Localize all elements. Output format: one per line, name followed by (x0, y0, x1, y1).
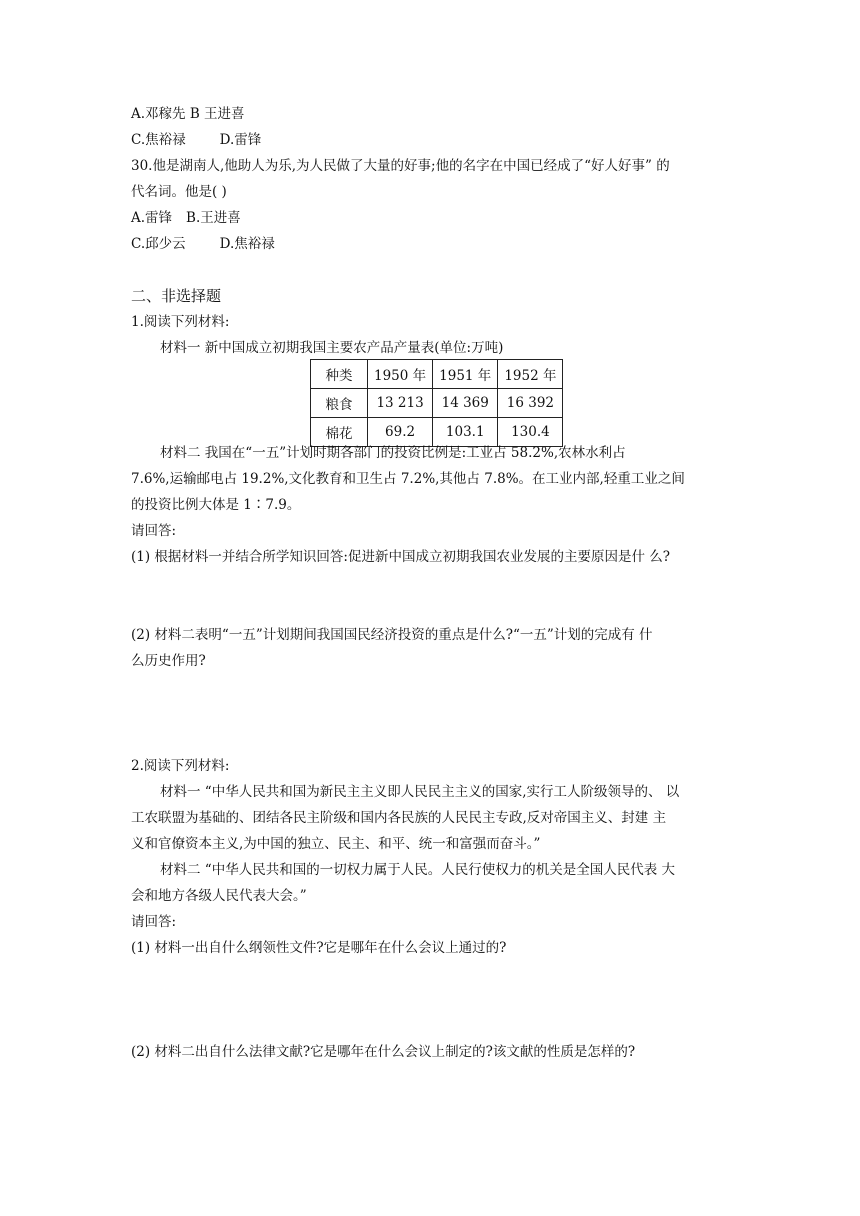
q2-sub-question-1: (1) 材料一出自什么纲领性文件?它是哪年在什么会议上通过的? (131, 940, 507, 956)
q2-material-1-line-3: 义和官僚资本主义,为中国的独立、民主、和平、统一和富强而奋斗。” (131, 836, 541, 852)
q30-option-d: D.焦裕禄 (219, 236, 275, 252)
table-cell: 130.4 (498, 418, 563, 447)
q30-option-c: C.邱少云 (131, 236, 186, 252)
q30-option-b: B.王进喜 (186, 210, 241, 226)
table-cell: 16 392 (498, 389, 563, 418)
q2-sub-question-2: (2) 材料二出自什么法律文献?它是哪年在什么会议上制定的?该文献的性质是怎样的? (131, 1044, 636, 1060)
q1-material-2-line-3: 的投资比例大体是 1∶7.9。 (131, 497, 301, 513)
q30-stem-line-1: 30.他是湖南人,他助人为乐,为人民做了大量的好事;他的名字在中国已经成了“好人好事” 的 (131, 158, 670, 174)
production-table (310, 359, 563, 447)
q30-option-a: A.雷锋 (131, 210, 173, 226)
q1-material-2-line-1: 材料二 我国在“一五”计划时期各部门的投资比例是:工业占 58.2%,农林水利占 (160, 445, 626, 461)
table-header-cell: 1951 年 (433, 360, 498, 389)
q1-intro: 1.阅读下列材料: (131, 314, 230, 330)
q29-option-d: D.雷锋 (219, 132, 262, 148)
q1-material-1-title: 材料一 新中国成立初期我国主要农产品产量表(单位:万吨) (160, 340, 504, 356)
table-header-cell: 1952 年 (498, 360, 563, 389)
table-cell: 13 213 (368, 389, 433, 418)
table-row (311, 418, 563, 447)
table-row (311, 389, 563, 418)
table-header-cell: 种类 (311, 360, 368, 389)
q2-material-2-line-2: 会和地方各级人民代表大会。” (131, 888, 307, 904)
q2-material-1-line-2: 工农联盟为基础的、团结各民主阶级和国内各民族的人民民主专政,反对帝国主义、封建 主 (131, 810, 667, 826)
table-cell: 棉花 (311, 418, 368, 447)
q29-option-row-2 (131, 131, 261, 149)
q2-material-2-line-1: 材料二 “中华人民共和国的一切权力属于人民。人民行使权力的机关是全国人民代表 大 (160, 862, 675, 878)
q1-sub-question-1: (1) 根据材料一并结合所学知识回答:促进新中国成立初期我国农业发展的主要原因是什 么? (131, 549, 670, 565)
q1-material-2-line-2: 7.6%,运输邮电占 19.2%,文化教育和卫生占 7.2%,其他占 7.8%。在工业内部,轻重工业之间 (131, 471, 685, 487)
q29-option-row-1: A.邓稼先 B 王进喜 (131, 106, 245, 122)
table-header-cell: 1950 年 (368, 360, 433, 389)
table-cell: 69.2 (368, 418, 433, 447)
q1-sub-question-2-line-1: (2) 材料二表明“一五”计划期间我国国民经济投资的重点是什么?“一五”计划的完成有 什 (131, 627, 653, 643)
q1-ask: 请回答: (131, 523, 177, 539)
q30-option-row-1 (131, 209, 241, 227)
q2-ask: 请回答: (131, 914, 177, 930)
q30-stem-line-2: 代名词。他是( ) (131, 184, 227, 200)
table-header-row (311, 360, 563, 389)
q30-option-row-2 (131, 235, 275, 253)
q29-option-c: C.焦裕禄 (131, 132, 186, 148)
table-cell: 粮食 (311, 389, 368, 418)
q2-intro: 2.阅读下列材料: (131, 758, 230, 774)
q2-material-1-line-1: 材料一 “中华人民共和国为新民主主义即人民民主主义的国家,实行工人阶级领导的、 以 (160, 784, 680, 800)
table-cell: 103.1 (433, 418, 498, 447)
q1-sub-question-2-line-2: 么历史作用? (131, 653, 206, 669)
section-title-non-choice: 二、非选择题 (131, 287, 222, 305)
table-cell: 14 369 (433, 389, 498, 418)
